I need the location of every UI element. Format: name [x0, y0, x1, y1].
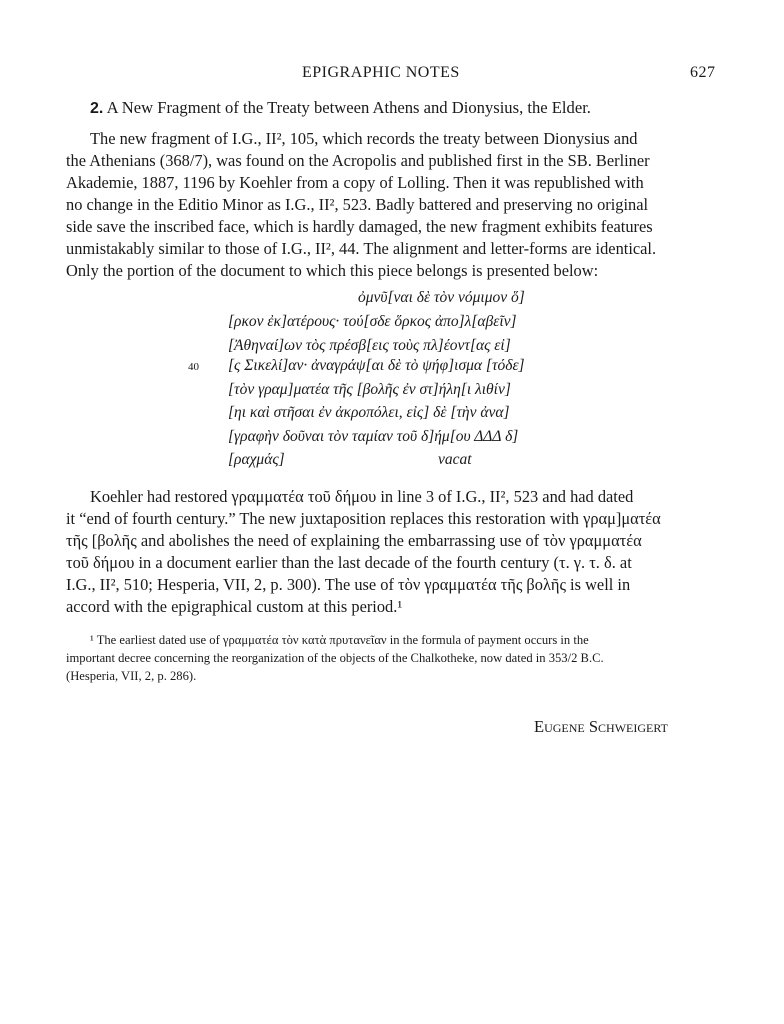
- inscription-line: [ραχμάς]: [228, 451, 285, 468]
- running-title: EPIGRAPHIC NOTES: [302, 64, 460, 81]
- paragraph-line: Koehler had restored γραμματέα τοῦ δήμου in line 3 of I.G., II², 523 and had dated: [90, 487, 634, 506]
- footnote-line: important decree concerning the reorganization of the objects of the Chalkotheke, now dated in 353/2 B.C.: [66, 651, 604, 665]
- inscription-line: [γραφὴν δοῦναι τὸν ταμίαν τοῦ δ]ήμ[ου ΔΔΔ δ]: [228, 428, 519, 445]
- paragraph-line: The new fragment of I.G., II², 105, which records the treaty between Dionysius and: [90, 129, 638, 148]
- paragraph-line: unmistakably similar to those of I.G., II², 44. The alignment and letter-forms are identical.: [66, 239, 657, 258]
- paragraph-line: the Athenians (368/7), was found on the Acropolis and published first in the SB. Berliner: [66, 151, 650, 170]
- inscription-line: [τὸν γραμ]ματέα τῆς [βολῆς ἐν στ]ήλη[ι λιθίν]: [228, 381, 511, 398]
- paragraph-line: Only the portion of the document to which this piece belongs is presented below:: [66, 261, 599, 280]
- vacat-label: vacat: [438, 451, 472, 468]
- inscription-line: ὀμνῦ[ναι δὲ τὸν νόμιμον ὅ]: [358, 289, 525, 306]
- paragraph-line: τῆς [βολῆς and abolishes the need of explaining the embarrassing use of τὸν γραμματέα: [66, 531, 642, 550]
- section-heading: [90, 98, 591, 118]
- paragraph-line: no change in the Editio Minor as I.G., II², 523. Badly battered and preserving no original: [66, 195, 649, 214]
- paragraph-line: I.G., II², 510; Hesperia, VII, 2, p. 300). The use of τὸν γραμματέα τῆς βολῆς is well in: [66, 575, 631, 594]
- inscription-line: [ηι καὶ στῆσαι ἐν ἀκροπόλει, εἰς] δὲ [τὴν ἀνα]: [228, 404, 510, 421]
- inscription-line: [Ἀθηναί]ων τὸς πρέσβ[εις τοὺς πλ]έοντ[ας εἰ]: [228, 337, 511, 354]
- footnote-line: ¹ The earliest dated use of γραμματέα τὸν κατὰ πρυτανεῖαν in the formula of payment occurs in the: [90, 633, 589, 647]
- section-number: 2.: [90, 100, 104, 117]
- footnote-line: (Hesperia, VII, 2, p. 286).: [66, 669, 197, 683]
- paragraph-line: accord with the epigraphical custom at this period.¹: [66, 597, 403, 616]
- inscription-line: [ρκον ἐκ]ατέρους· τού[σδε ὅρκος ἀπο]λ[αβεῖν]: [228, 313, 517, 330]
- page-number: 627: [690, 64, 716, 81]
- paragraph-line: Akademie, 1887, 1196 by Koehler from a copy of Lolling. Then it was republished with: [66, 173, 644, 192]
- section-title: A New Fragment of the Treaty between Athens and Dionysius, the Elder.: [106, 98, 591, 117]
- inscription-line-number: 40: [188, 361, 199, 373]
- author-signature: Eugene Schweigert: [534, 717, 668, 736]
- paragraph-line: it “end of fourth century.” The new juxtaposition replaces this restoration with γραμ]ματέα: [66, 509, 661, 528]
- paragraph-line: τοῦ δήμου in a document earlier than the last decade of the fourth century (τ. γ. τ. δ. at: [66, 553, 632, 572]
- paragraph-line: side save the inscribed face, which is hardly damaged, the new fragment exhibits features: [66, 217, 653, 236]
- inscription-line: [ς Σικελί]αν· ἀναγράψ[αι δὲ τὸ ψήφ]ισμα [τόδε]: [228, 357, 525, 374]
